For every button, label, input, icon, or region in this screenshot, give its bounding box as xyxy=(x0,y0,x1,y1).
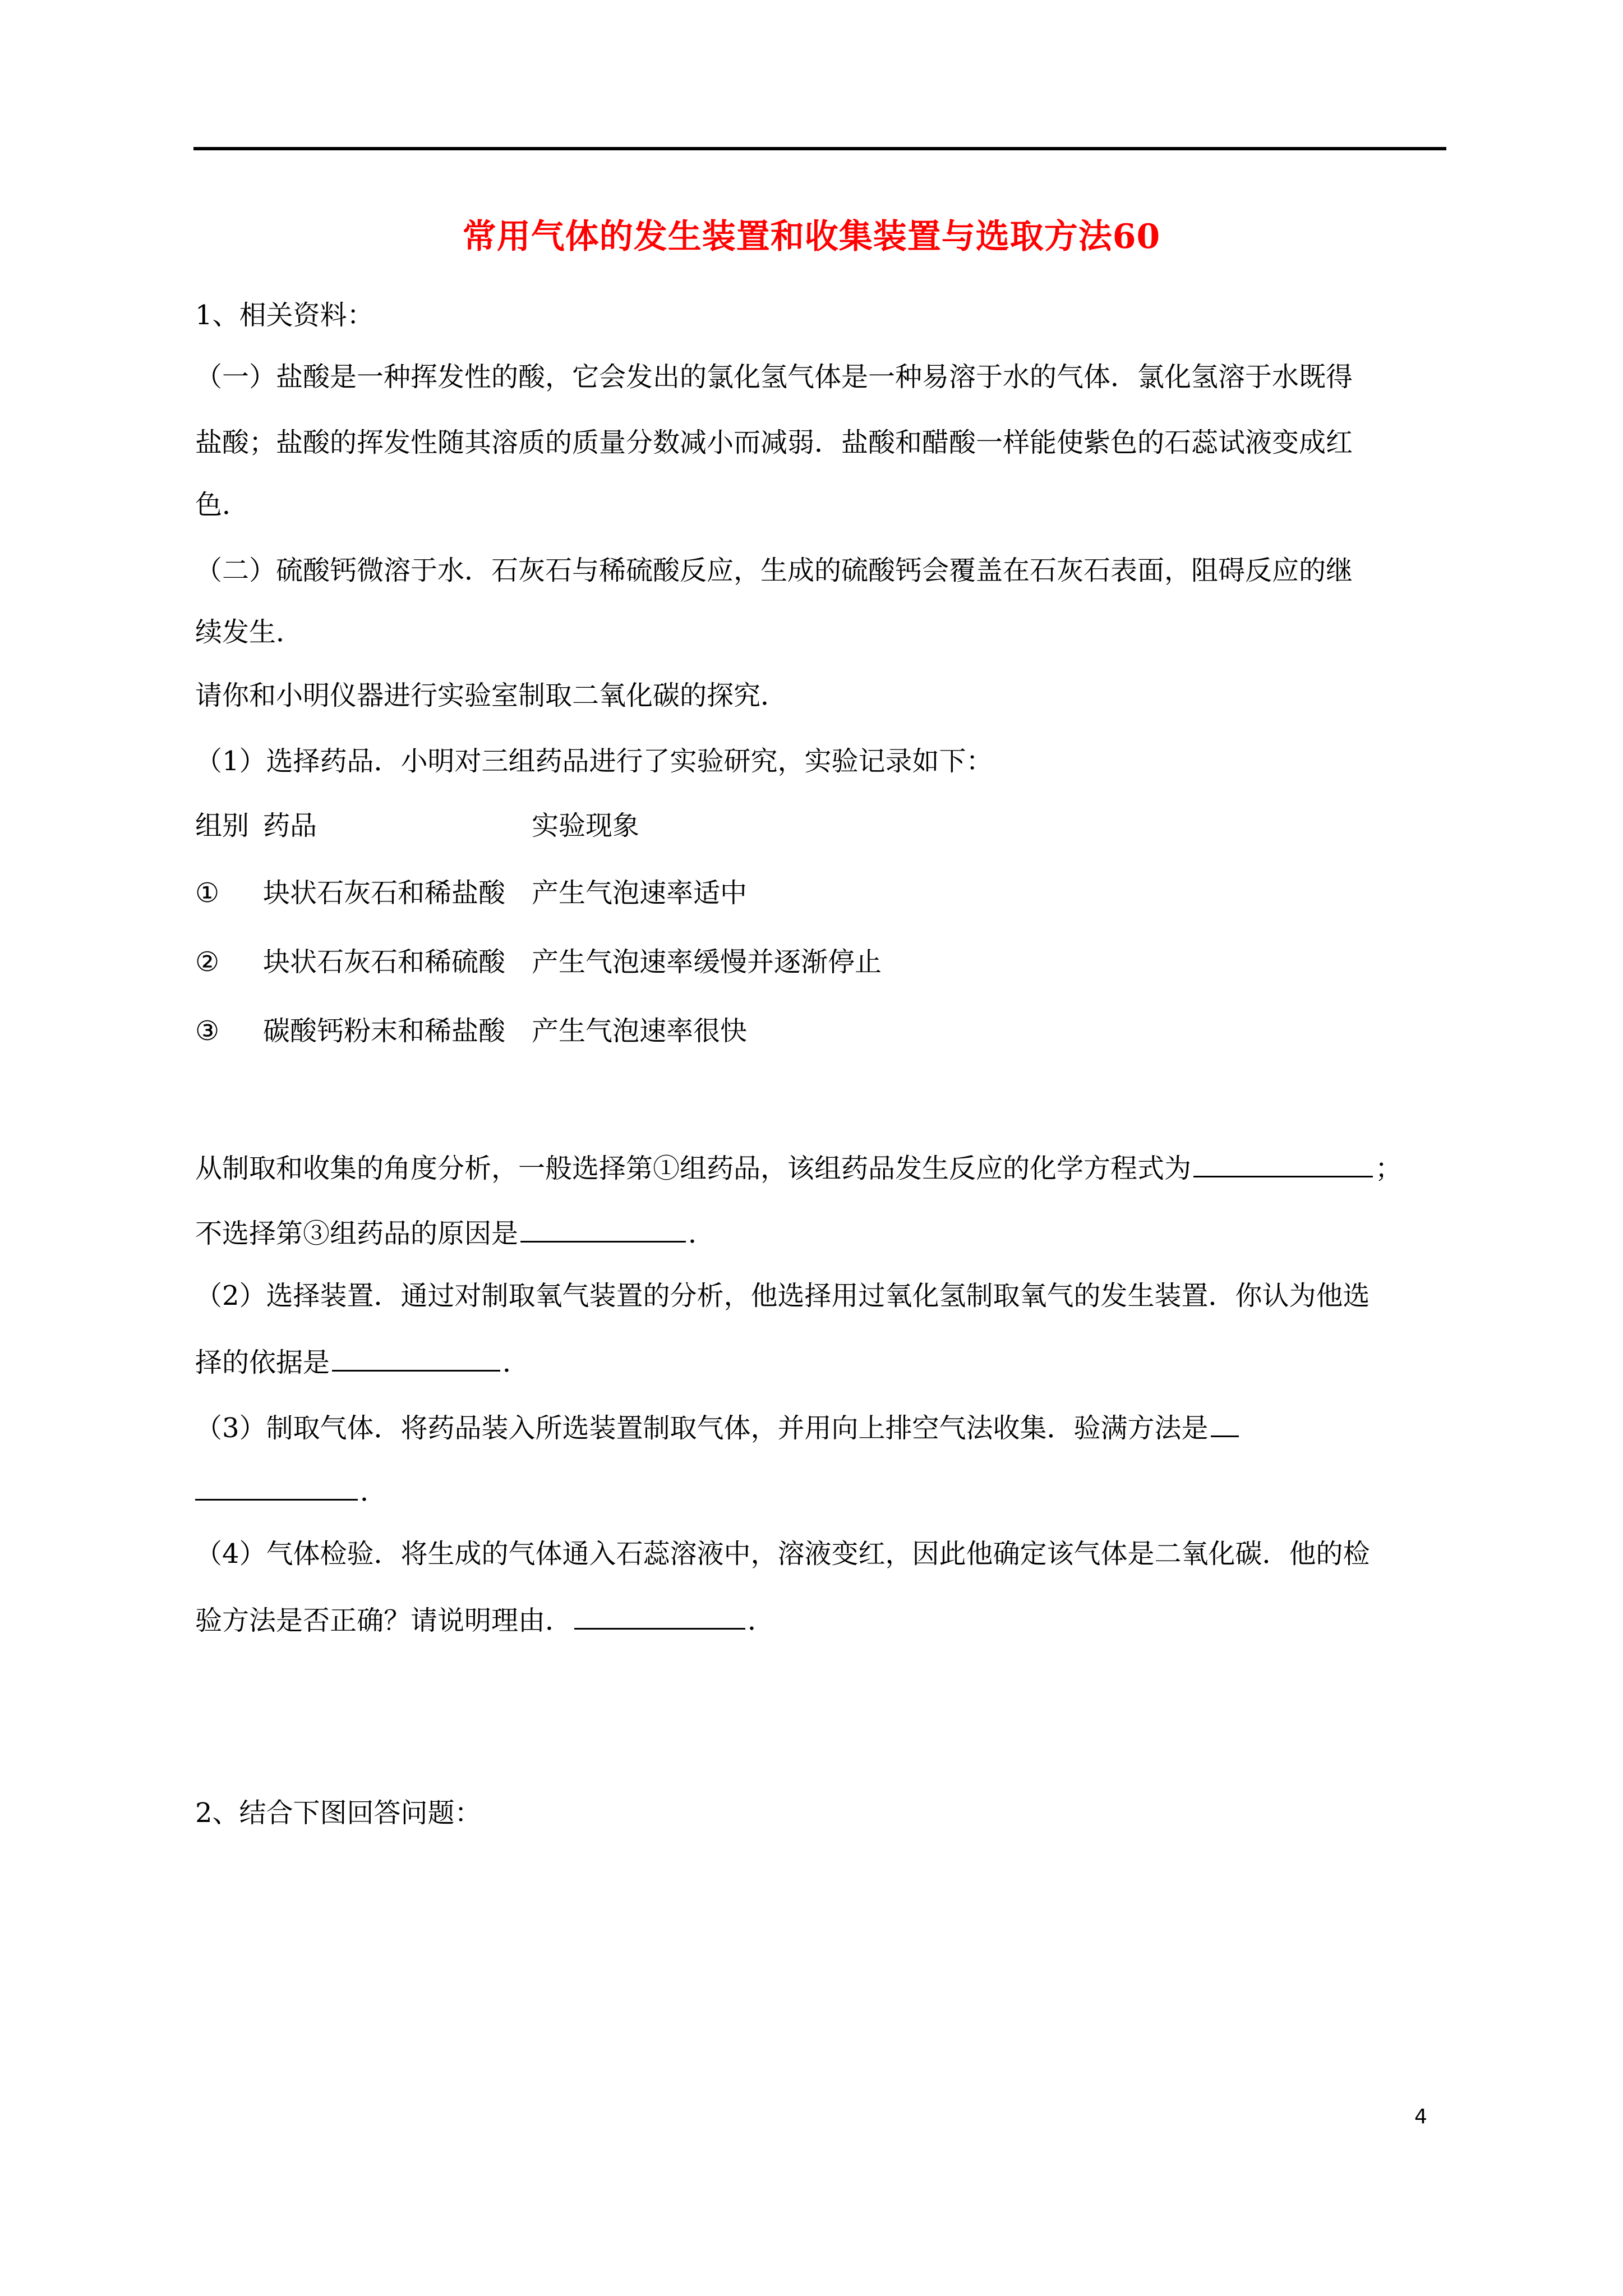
step-3-text: （3）制取气体．将药品装入所选装置制取气体，并用向上排空气法收集．验满方法是 xyxy=(195,1412,1209,1444)
answer-blank-equation[interactable] xyxy=(1193,1147,1373,1177)
table-header-reagents: 药品 xyxy=(263,810,317,841)
analysis-end: ； xyxy=(1375,1153,1403,1184)
q1-analysis-line-1 xyxy=(195,1147,1402,1186)
table-header-group: 组别 xyxy=(195,810,250,841)
document-title: 常用气体的发生装置和收集装置与选取方法60 xyxy=(462,217,1161,256)
answer-blank-reason[interactable] xyxy=(520,1212,686,1243)
table-cell-group: ② xyxy=(195,946,220,978)
step-4-text: 验方法是否正确？请说明理由． xyxy=(195,1605,573,1636)
q1-step-1: （1）选择药品．小明对三组药品进行了实验研究，实验记录如下： xyxy=(195,746,993,777)
table-cell-phenomenon: 产生气泡速率缓慢并逐渐停止 xyxy=(532,946,882,978)
step-2-text: 择的依据是 xyxy=(195,1347,330,1378)
table-cell-group: ① xyxy=(195,877,220,909)
analysis-text: 从制取和收集的角度分析，一般选择第①组药品，该组药品发生反应的化学方程式为 xyxy=(195,1153,1192,1184)
answer-blank-basis[interactable] xyxy=(332,1341,500,1372)
analysis-text: 不选择第③组药品的原因是 xyxy=(195,1218,519,1249)
q1-step-4-line-2 xyxy=(195,1599,774,1639)
table-row xyxy=(195,1013,748,1049)
q1-analysis-line-2 xyxy=(195,1212,715,1251)
table-cell-phenomenon: 产生气泡速率适中 xyxy=(532,877,748,909)
period: ． xyxy=(748,1605,775,1636)
table-cell-group: ③ xyxy=(195,1015,220,1047)
table-cell-reagents: 块状石灰石和稀盐酸 xyxy=(263,877,506,909)
period: ． xyxy=(360,1476,388,1507)
q1-paragraph-2-line-2: 续发生． xyxy=(195,616,303,648)
table-row xyxy=(195,875,748,911)
answer-blank-method-start[interactable] xyxy=(1211,1406,1239,1437)
q1-paragraph-2-line-1: （二）硫酸钙微溶于水．石灰石与稀硫酸反应，生成的硫酸钙会覆盖在石灰石表面，阻碍反应的继 xyxy=(195,555,1353,586)
table-header-phenomenon: 实验现象 xyxy=(532,810,640,841)
q1-paragraph-1-line-3: 色． xyxy=(195,489,250,521)
answer-blank-method[interactable] xyxy=(195,1470,358,1501)
q1-paragraph-1-line-2: 盐酸；盐酸的挥发性随其溶质的质量分数减小而减弱．盐酸和醋酸一样能使紫色的石蕊试液变成红 xyxy=(195,427,1353,458)
answer-blank-verdict[interactable] xyxy=(574,1599,745,1630)
header-rule xyxy=(193,147,1446,150)
table-cell-reagents: 碳酸钙粉末和稀盐酸 xyxy=(263,1015,506,1047)
q2-heading: 2、结合下图回答问题： xyxy=(195,1797,482,1829)
q1-step-3-line-1 xyxy=(195,1406,1241,1446)
page-number: 4 xyxy=(1414,2105,1427,2128)
period: ． xyxy=(502,1347,530,1378)
q1-paragraph-1-line-1: （一）盐酸是一种挥发性的酸，它会发出的氯化氢气体是一种易溶于水的气体．氯化氢溶于水既得 xyxy=(195,361,1353,393)
q1-step-4-line-1: （4）气体检验．将生成的气体通入石蕊溶液中，溶液变红，因此他确定该气体是二氧化碳．他的检 xyxy=(195,1538,1370,1570)
table-cell-phenomenon: 产生气泡速率很快 xyxy=(532,1015,748,1047)
q1-step-2-line-2 xyxy=(195,1341,529,1381)
table-header-row xyxy=(195,808,640,844)
table-row xyxy=(195,944,882,980)
table-cell-reagents: 块状石灰石和稀硫酸 xyxy=(263,946,506,978)
q1-heading: 1、相关资料： xyxy=(195,300,374,331)
q1-step-3-line-2 xyxy=(195,1470,387,1510)
q1-step-2-line-1: （2）选择装置．通过对制取氧气装置的分析，他选择用过氧化氢制取氧气的发生装置．你认为他选 xyxy=(195,1280,1370,1312)
q1-intro: 请你和小明仪器进行实验室制取二氧化碳的探究． xyxy=(195,680,788,711)
period: ． xyxy=(688,1218,716,1249)
